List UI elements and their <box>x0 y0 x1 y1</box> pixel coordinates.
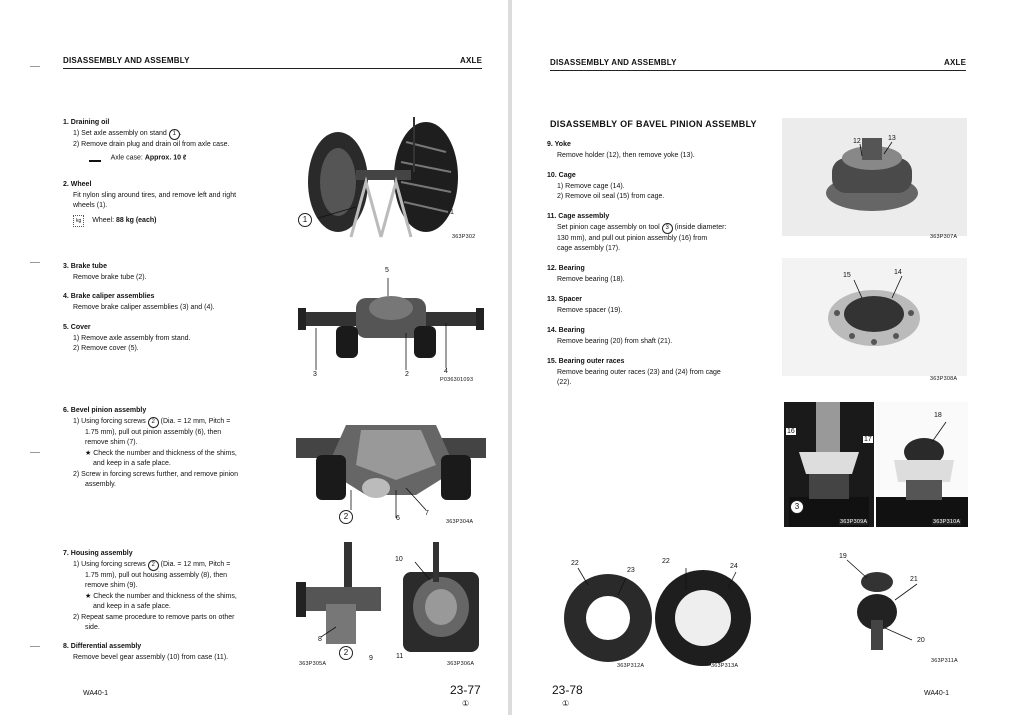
step-line: 1.75 mm), pull out pinion assembly (6), then <box>85 428 222 436</box>
circled-ref: 1 <box>169 129 180 140</box>
step-13 <box>547 295 757 316</box>
step-line: ★ Check the number and thickness of the shims, <box>85 449 237 457</box>
step-line: 2) Remove drain plug and drain oil from axle case. <box>73 140 230 148</box>
margin-mark <box>30 646 40 647</box>
step-line: 1) Set axle assembly on stand 1 . <box>63 129 283 140</box>
page-number: 23-77 <box>450 683 481 697</box>
step-line: 1.75 mm), pull out housing assembly (8), then <box>85 571 228 579</box>
figure-caption: 363P305A <box>299 661 327 667</box>
step-line: 2) Remove oil seal (15) from cage. <box>557 193 665 200</box>
figure-caption: P036301093 <box>440 377 474 383</box>
circled-ref: 2 <box>148 417 159 428</box>
step-line: Set pinion cage assembly on tool 3 (inside diameter: <box>547 223 757 234</box>
callout-2: 2 <box>339 510 353 524</box>
step-line: remove shim (7). <box>85 439 138 446</box>
figure-caption: 363P312A <box>617 663 645 669</box>
step-title: 13. Spacer <box>547 296 583 303</box>
callout-20: 20 <box>917 637 925 644</box>
oil-drain-icon <box>89 153 101 162</box>
page-revision: ① <box>462 699 470 708</box>
step-line: assembly. <box>85 481 116 488</box>
figure-caption: 363P304A <box>446 519 474 525</box>
step-line: and keep in a safe place. <box>93 460 171 467</box>
step-title: 2. Wheel <box>63 181 92 188</box>
right-page <box>512 0 1024 715</box>
step-line: 1) Using forcing screws 2 (Dia. = 12 mm, Pitch = <box>63 560 268 571</box>
callout-11: 11 <box>396 653 404 660</box>
step-title: 8. Differential assembly <box>63 643 142 650</box>
step-title: 5. Cover <box>63 324 91 331</box>
step-10 <box>547 171 757 203</box>
header-section: AXLE <box>460 56 483 65</box>
figure-caption: 363P313A <box>711 663 739 669</box>
callout-18: 18 <box>934 412 942 419</box>
step-14 <box>547 326 757 347</box>
step-6 <box>63 406 268 491</box>
callout-21: 21 <box>910 576 918 583</box>
step-line: remove shim (9). <box>85 582 138 589</box>
left-page <box>0 0 508 715</box>
step-title: 9. Yoke <box>547 141 571 148</box>
figure-caption: 363P309A <box>840 519 868 525</box>
step-9 <box>547 140 757 161</box>
callout-15: 15 <box>843 272 851 279</box>
spec-note: Axle case: Approx. 10 ℓ <box>63 153 283 164</box>
step-15 <box>547 357 762 389</box>
margin-mark <box>30 262 40 263</box>
step-line: Remove brake caliper assemblies (3) and (4). <box>73 303 215 311</box>
step-title: 15. Bearing outer races <box>547 358 625 365</box>
header-rule <box>550 70 966 71</box>
callout-12: 12 <box>853 138 861 145</box>
step-line: Remove bevel gear assembly (10) from case (11). <box>73 653 229 661</box>
figure-caption: 363P306A <box>447 661 475 667</box>
callout-2: 2 <box>339 646 353 660</box>
step-line: 2) Remove cover (5). <box>73 345 139 352</box>
yoke-photo <box>782 118 967 236</box>
step-title: 1. Draining oil <box>63 119 110 126</box>
shaft-spacer-photo <box>817 552 967 662</box>
housing-assembly-photo <box>296 542 391 660</box>
weight-icon: kg <box>73 215 84 228</box>
callout-2: 2 <box>405 371 409 378</box>
step-11 <box>547 212 757 255</box>
step-line: 1) Remove axle assembly from stand. <box>73 334 191 342</box>
bevel-pinion-photo <box>296 410 486 520</box>
step-7 <box>63 549 268 634</box>
figure-caption: 363P308A <box>930 376 958 382</box>
header-section: AXLE <box>944 58 967 67</box>
step-line: 2) Screw in forcing screws further, and remove pinion <box>73 470 238 478</box>
step-8 <box>63 642 283 663</box>
callout-17: 17 <box>864 436 872 443</box>
wheel-removal-photo <box>296 112 481 242</box>
figure-caption: 363P307A <box>930 234 958 240</box>
step-5 <box>63 323 283 355</box>
step-line: Fit nylon sling around tires, and remove left and right <box>73 191 237 199</box>
callout-9: 9 <box>369 655 373 662</box>
step-line: and keep in a safe place. <box>93 603 171 610</box>
figure-caption: 363P311A <box>931 658 958 664</box>
step-1 <box>63 118 283 164</box>
differential-photo <box>395 542 485 660</box>
margin-mark <box>30 452 40 453</box>
step-line: Remove brake tube (2). <box>73 273 147 281</box>
outer-races-photo <box>558 560 758 670</box>
step-4 <box>63 292 283 313</box>
footer-model: WA40-1 <box>924 690 950 697</box>
callout-3: 3 <box>313 371 317 378</box>
figure-caption: 363P302 <box>452 234 476 240</box>
page-number: 23-78 <box>552 683 583 697</box>
step-line: 1) Using forcing screws 2 (Dia. = 12 mm, Pitch = <box>63 417 268 428</box>
step-line: Remove bearing (18). <box>557 275 625 283</box>
step-title: 4. Brake caliper assemblies <box>63 293 155 300</box>
callout-22: 22 <box>571 560 579 567</box>
margin-mark <box>30 66 40 67</box>
callout-4: 4 <box>444 368 448 375</box>
step-line: (22). <box>557 379 572 386</box>
header-title: DISASSEMBLY AND ASSEMBLY <box>63 56 190 65</box>
step-title: 11. Cage assembly <box>547 213 610 220</box>
section-title: DISASSEMBLY OF BAVEL PINION ASSEMBLY <box>550 119 757 129</box>
step-title: 14. Bearing <box>547 327 585 334</box>
callout-3: 3 <box>790 500 804 514</box>
step-line: Remove bearing outer races (23) and (24) from cage <box>557 368 721 376</box>
callout-13: 13 <box>888 135 896 142</box>
circled-ref: 3 <box>662 223 673 234</box>
step-line: ★ Check the number and thickness of the shims, <box>85 592 237 600</box>
header-title: DISASSEMBLY AND ASSEMBLY <box>550 58 677 67</box>
step-2 <box>63 180 283 227</box>
step-line: side. <box>85 624 100 631</box>
step-3 <box>63 262 283 283</box>
callout-10: 10 <box>395 556 403 563</box>
callout-24: 24 <box>730 563 738 570</box>
step-line: Remove bearing (20) from shaft (21). <box>557 337 673 345</box>
step-title: 7. Housing assembly <box>63 550 133 557</box>
callout-23: 23 <box>627 567 635 574</box>
callout-5: 5 <box>385 267 389 274</box>
step-line: Remove spacer (19). <box>557 306 623 314</box>
callout-16: 16 <box>787 428 795 435</box>
step-line: wheels (1). <box>73 202 108 209</box>
step-12 <box>547 264 757 285</box>
callout-14: 14 <box>894 269 902 276</box>
axle-assembly-photo <box>296 278 486 378</box>
callout-22: 22 <box>662 558 670 565</box>
bearing-photo <box>876 402 968 527</box>
step-title: 10. Cage <box>547 172 576 179</box>
callout-8: 8 <box>318 636 322 643</box>
callout-19: 19 <box>839 553 847 560</box>
step-title: 12. Bearing <box>547 265 585 272</box>
spec-note: kg Wheel: 88 kg (each) <box>63 215 283 228</box>
callout-7: 7 <box>425 510 429 517</box>
cage-photo <box>782 258 967 376</box>
step-line: 130 mm), and pull out pinion assembly (16) from <box>557 234 708 242</box>
step-title: 6. Bevel pinion assembly <box>63 407 147 414</box>
callout-1: 1 <box>450 209 454 216</box>
step-line: 2) Repeat same procedure to remove parts on other <box>73 613 235 621</box>
step-line: Remove holder (12), then remove yoke (13). <box>557 151 695 159</box>
footer-model: WA40-1 <box>83 690 109 697</box>
header-rule <box>63 68 482 69</box>
page-revision: ① <box>562 699 570 708</box>
circled-ref: 2 <box>148 560 159 571</box>
figure-caption: 363P310A <box>933 519 961 525</box>
step-title: 3. Brake tube <box>63 263 107 270</box>
step-line: cage assembly (17). <box>557 245 621 252</box>
step-line: 1) Remove cage (14). <box>557 182 625 190</box>
callout-1: 1 <box>298 213 312 227</box>
callout-6: 6 <box>396 515 400 522</box>
